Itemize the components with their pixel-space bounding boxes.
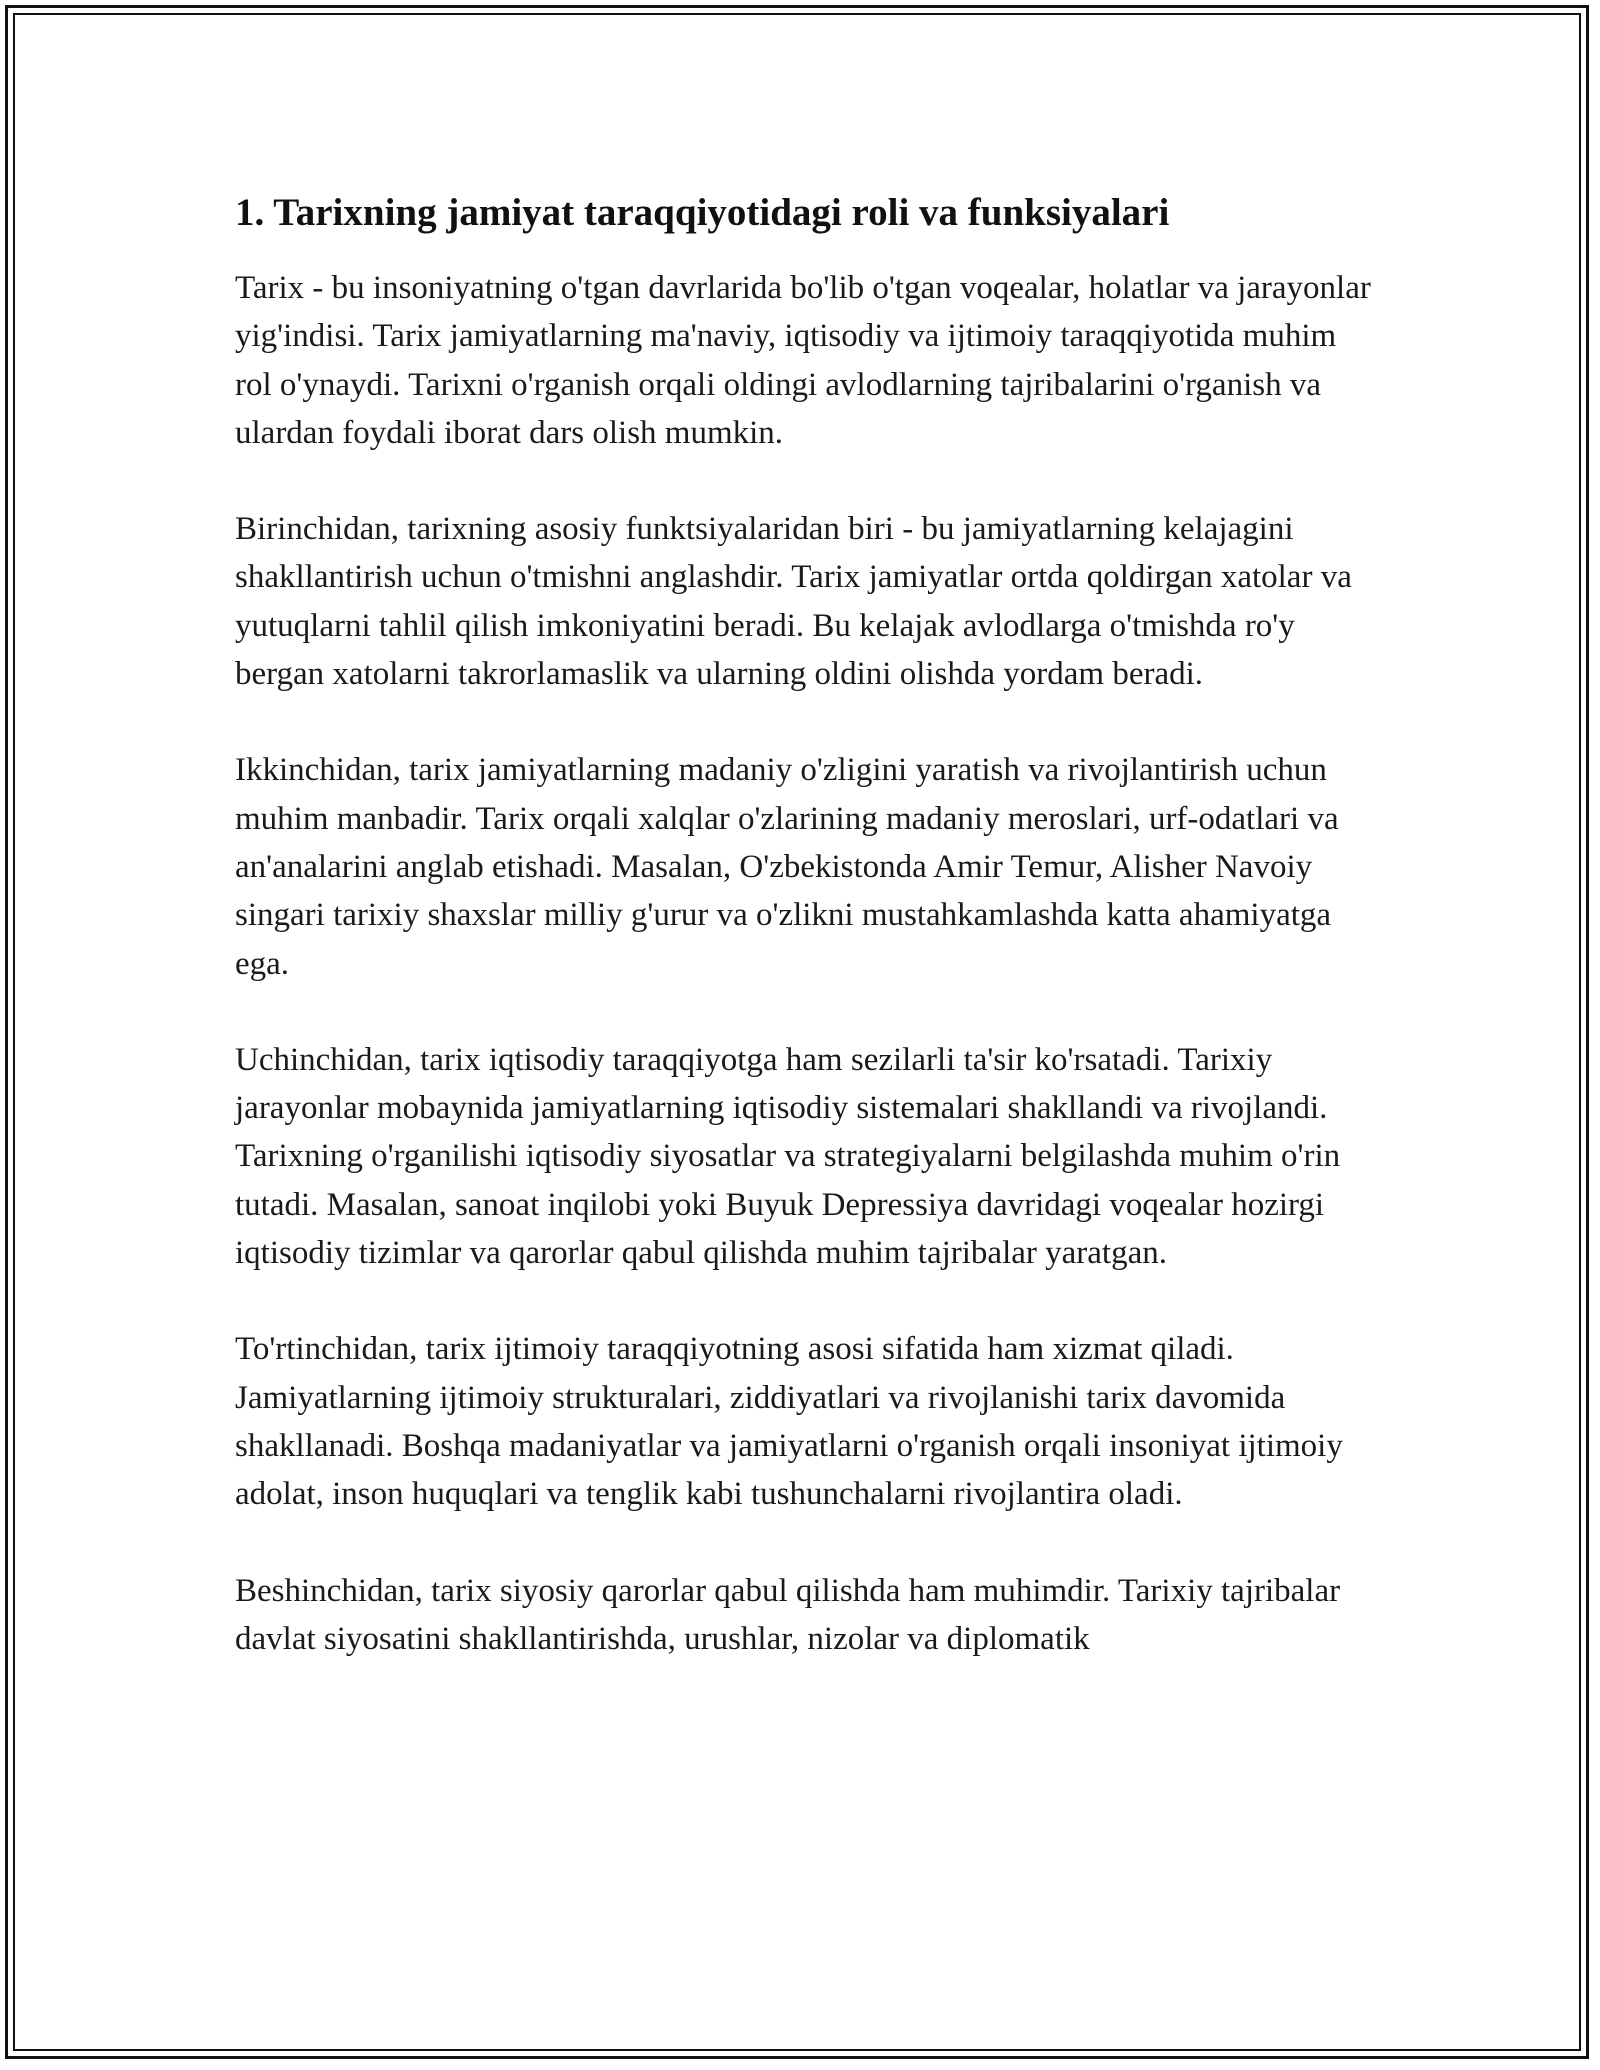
paragraph-fifth-function: Beshinchidan, tarix siyosiy qarorlar qabul qilishda ham muhimdir. Tarixiy tajribalar davlat siyosatini shakllantirishda, urushlar, nizolar va diplomatik [235,1572,1341,1657]
paragraph-third-function: Uchinchidan, tarix iqtisodiy taraqqiyotga ham sezilarli ta'sir ko'rsatadi. Tarixiy jarayonlar mobaynida jamiyatlarning iqtisodiy sistemalari shakllandi va rivojlandi. Tarixning o'rganilishi iqtisodiy siyosatlar va strategiyalarni belgilashda muhim o'rin tutadi. Masalan, sanoat inqilobi yoki Buyuk Depressiya davridagi voqealar hozirgi iqtisodiy tizimlar va qarorlar qabul qilishda muhim tajribalar yaratgan. [235,1041,1341,1272]
paragraph-first-function: Birinchidan, tarixning asosiy funktsiyalaridan biri - bu jamiyatlarning kelajagini shakllantirish uchun o'tmishni anglashdir. Tarix jamiyatlar ortda qoldirgan xatolar va yutuqlarni tahlil qilish imkoniyatini beradi. Bu kelajak avlodlarga o'tmishda ro'y bergan xatolarni takrorlamaslik va ularning oldini olishda yordam beradi. [235,511,1352,693]
paragraph-fourth-function: To'rtinchidan, tarix ijtimoiy taraqqiyotning asosi sifatida ham xizmat qiladi. Jamiyatlarning ijtimoiy strukturalari, ziddiyatlari va rivojlanishi tarix davomida shakllanadi. Boshqa madaniyatlar va jamiyatlarni o'rganish orqali insoniyat ijtimoiy adolat, inson huquqlari va tenglik kabi tushunchalarni rivojlantira oladi. [235,1331,1343,1513]
paragraph-second-function: Ikkinchidan, tarix jamiyatlarning madaniy o'zligini yaratish va rivojlantirish uchun muhim manbadir. Tarix orqali xalqlar o'zlarining madaniy meroslari, urf-odatlari va an'analarini anglab etishadi. Masalan, O'zbekistonda Amir Temur, Alisher Navoiy singari tarixiy shaxslar milliy g'urur va o'zlikni mustahkamlashda katta ahamiyatga ega. [235,752,1339,982]
paragraph-intro: Tarix - bu insoniyatning o'tgan davrlarida bo'lib o'tgan voqealar, holatlar va jarayonlar yig'indisi. Tarix jamiyatlarning ma'naviy, iqtisodiy va ijtimoiy taraqqiyotida muhim rol o'ynaydi. Tarixni o'rganish orqali oldingi avlodlarning tajribalarini o'rganish va ulardan foydali iborat dars olish mumkin. [235,270,1371,451]
section-heading: 1. Tarixning jamiyat taraqqiyotidagi roli va funksiyalari [235,191,1170,234]
document-body [235,186,1375,1711]
